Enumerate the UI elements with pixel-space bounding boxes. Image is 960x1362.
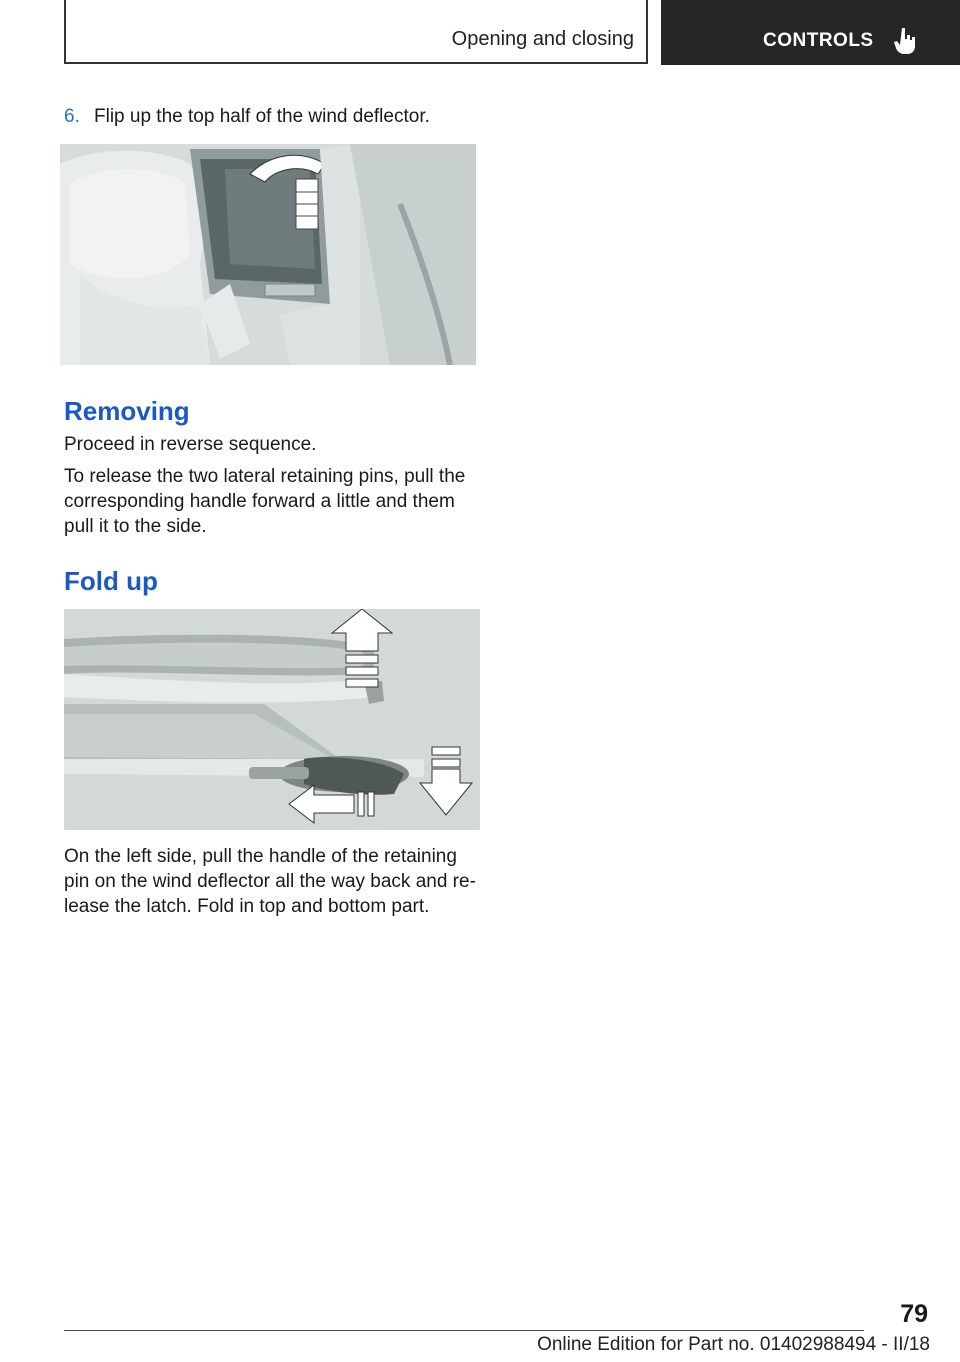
removing-paragraph-1: Proceed in reverse sequence. — [64, 434, 317, 455]
fold-up-paragraph: On the left side, pull the handle of the retaining pin on the wind deflector all the way back and re-lease the latch. Fold in top and bottom part. — [64, 846, 476, 917]
fold-up-latch-illustration — [64, 609, 480, 830]
header-chapter-tab[interactable] — [661, 0, 960, 65]
hand-pointer-icon — [893, 26, 919, 56]
section-heading-fold-up: Fold up — [64, 566, 158, 596]
step-6 — [64, 106, 430, 128]
header-chapter-title: CONTROLS — [763, 30, 874, 51]
step-number: 6. — [64, 106, 80, 127]
footer-edition: Online Edition for Part no. 01402988494 - II/18 — [537, 1334, 930, 1355]
page-number: 79 — [900, 1300, 928, 1328]
footer-divider — [64, 1330, 864, 1331]
removing-paragraph-2: To release the two lateral retaining pins, pull the corresponding handle forward a little and them pull it to the side. — [64, 466, 466, 537]
wind-deflector-flip-illustration — [60, 144, 476, 365]
step-text: Flip up the top half of the wind deflector. — [94, 106, 430, 127]
header-section-tab — [64, 0, 648, 64]
header-section-title: Opening and closing — [451, 28, 634, 50]
section-heading-removing: Removing — [64, 396, 190, 426]
